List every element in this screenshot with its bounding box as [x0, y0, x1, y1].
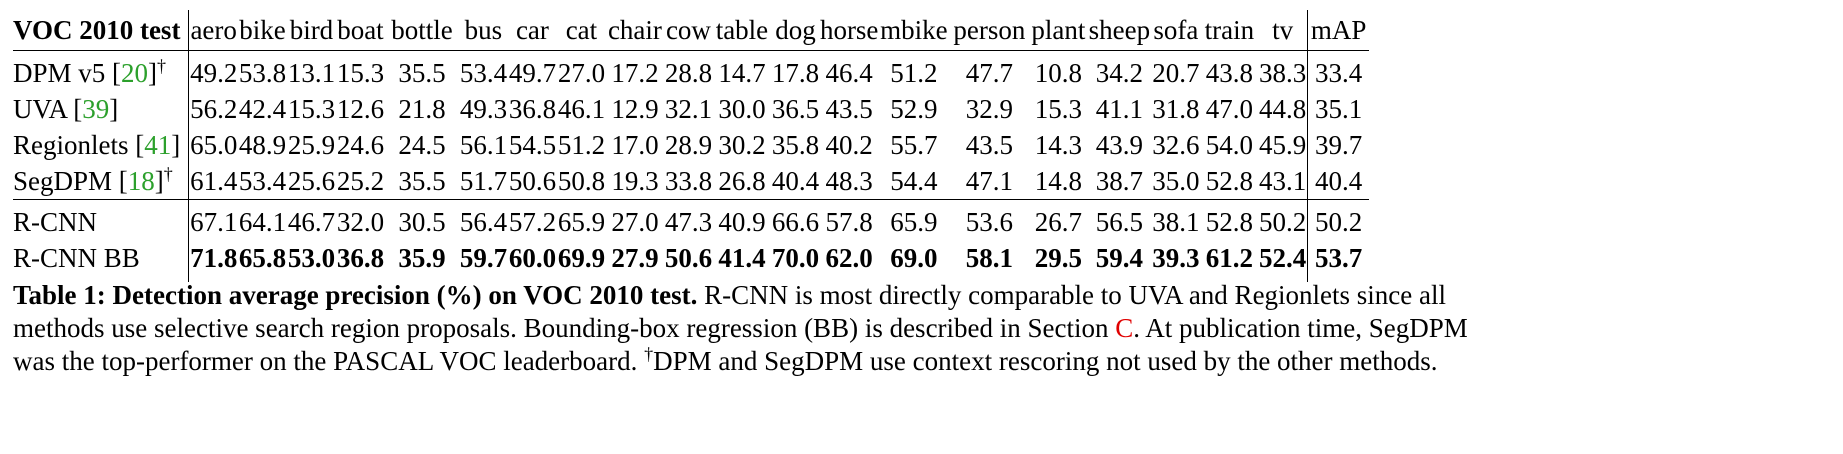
- ap-value: 35.5: [398, 165, 446, 196]
- class-header: person: [949, 10, 1029, 51]
- dagger-mark: †: [157, 55, 167, 76]
- ap-value: 48.3: [825, 165, 873, 196]
- ap-value: 57.8: [820, 200, 878, 241]
- ap-value: 50.2: [1258, 200, 1307, 241]
- ap-value: 20.7: [1152, 57, 1200, 88]
- ap-value: 46.1: [557, 93, 606, 124]
- ap-value: 32.6: [1152, 129, 1200, 160]
- ap-value: 61.4: [190, 165, 238, 196]
- method-label: DPM v5: [13, 57, 113, 88]
- ap-value: 40.4: [771, 165, 820, 196]
- caption-line-2: [13, 312, 1829, 345]
- ap-value: 65.8: [238, 242, 287, 273]
- map-value: 40.4: [1307, 163, 1369, 200]
- ap-value: 54.5: [508, 129, 557, 160]
- ap-value: 27.0: [606, 200, 664, 241]
- ap-value: 15.3: [336, 57, 385, 88]
- ap-value: 43.8: [1205, 57, 1254, 88]
- ap-value: 13.1: [287, 57, 336, 88]
- ap-value: 62.0: [825, 242, 873, 273]
- class-header: tv: [1258, 10, 1307, 51]
- table-row: [13, 163, 1369, 200]
- table-row: [13, 240, 1369, 282]
- method-name: [13, 240, 189, 282]
- ap-value: 71.8: [190, 242, 238, 273]
- ap-value: 53.4: [238, 165, 287, 196]
- class-header: sofa: [1151, 10, 1200, 51]
- table-header-row: [13, 10, 1369, 51]
- ap-value: 65.9: [557, 200, 606, 241]
- method-label: R-CNN BB: [13, 242, 140, 273]
- ap-value: 24.5: [398, 129, 446, 160]
- ap-value: 27.0: [557, 57, 606, 88]
- table-caption: [13, 279, 1829, 378]
- ap-value: 53.8: [238, 57, 287, 88]
- ap-value: 52.8: [1205, 165, 1254, 196]
- ap-value: 47.3: [664, 200, 713, 241]
- ap-value: 36.8: [336, 242, 385, 273]
- ap-value: 41.1: [1095, 93, 1144, 124]
- method-name: DPM v5 [20]†: [13, 51, 189, 92]
- class-header: horse: [820, 10, 878, 51]
- ap-value: 54.0: [1205, 129, 1254, 160]
- method-name: UVA [39]: [13, 91, 189, 127]
- ap-value: 65.9: [878, 200, 949, 241]
- ap-value: 25.6: [287, 165, 336, 196]
- ap-value: 33.8: [664, 165, 713, 196]
- ap-value: 69.0: [890, 242, 938, 273]
- table-row: [13, 200, 1369, 241]
- table-row: [13, 127, 1369, 163]
- ap-value: 26.7: [1029, 200, 1087, 241]
- method-name: [13, 200, 189, 241]
- ap-value: 17.0: [611, 129, 659, 160]
- caption-text: was the top-performer on the PASCAL VOC leaderboard.: [13, 346, 645, 376]
- dagger-mark: †: [163, 163, 173, 184]
- ap-value: 43.1: [1259, 165, 1307, 196]
- ap-value: 14.3: [1034, 129, 1083, 160]
- ap-value: 52.8: [1200, 200, 1258, 241]
- ap-value: 25.2: [336, 165, 385, 196]
- class-header: bike: [238, 10, 287, 51]
- ap-value: 34.2: [1095, 57, 1144, 88]
- dagger-mark: †: [644, 344, 654, 364]
- ap-value: 46.4: [825, 57, 873, 88]
- ap-value: 10.8: [1034, 57, 1083, 88]
- ap-value: 28.9: [664, 129, 713, 160]
- caption-title: Table 1: Detection average precision (%) on VOC 2010 test.: [13, 280, 698, 310]
- ap-value: 61.2: [1205, 242, 1254, 273]
- ap-value: 50.6: [664, 242, 713, 273]
- class-header: boat: [336, 10, 385, 51]
- ap-value: 32.0: [336, 200, 385, 241]
- ap-value: 52.9: [890, 93, 938, 124]
- ap-value: 15.3: [287, 93, 336, 124]
- method-label: R-CNN: [13, 206, 98, 237]
- class-header: mbike: [878, 10, 949, 51]
- ap-value: 59.7: [459, 242, 508, 273]
- ap-value: 38.7: [1095, 165, 1144, 196]
- ap-value: 47.0: [1205, 93, 1254, 124]
- ap-value: 19.3: [611, 165, 659, 196]
- ap-value: 53.4: [459, 57, 508, 88]
- table-row: [13, 91, 1369, 127]
- ap-value: 53.6: [949, 200, 1029, 241]
- results-table: [13, 10, 1369, 282]
- ap-value: 42.4: [238, 93, 287, 124]
- method-label: UVA: [13, 93, 74, 124]
- ap-value: 36.5: [771, 93, 820, 124]
- caption-line-1: [13, 279, 1829, 312]
- citation-link[interactable]: 41: [144, 129, 172, 160]
- table-row: [13, 51, 1369, 92]
- ap-value: 29.5: [1034, 242, 1083, 273]
- class-header: aero: [189, 10, 238, 51]
- ap-value: 44.8: [1259, 93, 1307, 124]
- ap-value: 21.8: [398, 93, 446, 124]
- class-header: table: [713, 10, 771, 51]
- ap-value: 49.7: [508, 57, 557, 88]
- ap-value: 51.2: [890, 57, 938, 88]
- ap-value: 58.1: [965, 242, 1014, 273]
- ap-value: 30.5: [385, 200, 459, 241]
- ap-value: 51.7: [459, 165, 508, 196]
- class-header: train: [1200, 10, 1258, 51]
- ap-value: 25.9: [287, 129, 336, 160]
- map-value: 50.2: [1307, 200, 1369, 241]
- ap-value: 24.6: [336, 129, 385, 160]
- ap-value: 38.1: [1151, 200, 1200, 241]
- ap-value: 57.2: [508, 200, 557, 241]
- map-value: 39.7: [1307, 127, 1369, 163]
- class-header: plant: [1029, 10, 1087, 51]
- ap-value: 56.5: [1087, 200, 1151, 241]
- dataset-header: VOC 2010 test: [13, 10, 189, 51]
- ap-value: 14.8: [1034, 165, 1083, 196]
- ap-value: 32.1: [664, 93, 713, 124]
- ap-value: 67.1: [189, 200, 238, 241]
- ap-value: 50.8: [557, 165, 606, 196]
- ap-value: 54.4: [890, 165, 938, 196]
- ap-value: 39.3: [1152, 242, 1200, 273]
- map-value: 33.4: [1307, 51, 1369, 92]
- ap-value: 50.6: [508, 165, 557, 196]
- ap-value: 49.3: [459, 93, 508, 124]
- ap-value: 31.8: [1152, 93, 1200, 124]
- method-name: SegDPM [18]†: [13, 163, 189, 200]
- ap-value: 69.9: [557, 242, 606, 273]
- table-body: [13, 51, 1369, 283]
- ap-value: 43.9: [1095, 129, 1144, 160]
- caption-text: . At publication time, SegDPM: [1133, 313, 1468, 343]
- ap-value: 56.2: [190, 93, 238, 124]
- ap-value: 48.9: [238, 129, 287, 160]
- ap-value: 47.1: [965, 165, 1014, 196]
- ap-value: 46.7: [287, 200, 336, 241]
- class-header: cat: [557, 10, 606, 51]
- map-header: mAP: [1307, 10, 1369, 51]
- ap-value: 35.0: [1152, 165, 1200, 196]
- ap-value: 56.1: [459, 129, 508, 160]
- ap-value: 66.6: [771, 200, 820, 241]
- ap-value: 30.2: [718, 129, 766, 160]
- caption-text: R-CNN is most directly comparable to UVA and Regionlets since all: [697, 280, 1447, 310]
- method-label: Regionlets: [13, 129, 136, 160]
- ap-value: 45.9: [1259, 129, 1307, 160]
- ap-value: 38.3: [1259, 57, 1307, 88]
- ap-value: 40.9: [713, 200, 771, 241]
- caption-text: methods use selective search region proposals. Bounding-box regression (BB) is described in Section: [13, 313, 1116, 343]
- ap-value: 55.7: [890, 129, 938, 160]
- ap-value: 53.0: [287, 242, 336, 273]
- ap-value: 35.8: [771, 129, 820, 160]
- ap-value: 36.8: [508, 93, 557, 124]
- class-header: bus: [459, 10, 508, 51]
- class-header: bottle: [385, 10, 459, 51]
- ap-value: 52.4: [1259, 242, 1307, 273]
- ap-value: 65.0: [190, 129, 238, 160]
- citation-link[interactable]: 39: [82, 93, 110, 124]
- caption-text: DPM and SegDPM use context rescoring not used by the other methods.: [653, 346, 1438, 376]
- class-header: cow: [664, 10, 713, 51]
- ap-value: 49.2: [190, 57, 238, 88]
- caption-line-3: [13, 345, 1829, 378]
- ap-value: 14.7: [718, 57, 766, 88]
- ap-value: 35.5: [398, 57, 446, 88]
- ap-value: 30.0: [718, 93, 766, 124]
- ap-value: 59.4: [1095, 242, 1144, 273]
- ap-value: 56.4: [459, 200, 508, 241]
- ap-value: 43.5: [825, 93, 873, 124]
- ap-value: 47.7: [965, 57, 1014, 88]
- ap-value: 35.9: [398, 242, 446, 273]
- ap-value: 41.4: [718, 242, 766, 273]
- results-table-container: [13, 10, 1369, 282]
- map-value: 35.1: [1307, 91, 1369, 127]
- class-header: bird: [287, 10, 336, 51]
- class-header: car: [508, 10, 557, 51]
- ap-value: 26.8: [718, 165, 766, 196]
- class-header: sheep: [1087, 10, 1151, 51]
- ap-value: 17.8: [771, 57, 820, 88]
- ap-value: 43.5: [965, 129, 1014, 160]
- ap-value: 60.0: [508, 242, 557, 273]
- ap-value: 70.0: [771, 242, 820, 273]
- ap-value: 51.2: [557, 129, 606, 160]
- ap-value: 64.1: [238, 200, 287, 241]
- citation-link[interactable]: 18: [127, 165, 155, 196]
- ap-value: 28.8: [664, 57, 713, 88]
- map-value: 53.7: [1307, 240, 1369, 282]
- section-link[interactable]: C: [1115, 313, 1134, 343]
- method-label: SegDPM: [13, 165, 119, 196]
- ap-value: 32.9: [965, 93, 1014, 124]
- ap-value: 12.9: [611, 93, 659, 124]
- citation-link[interactable]: 20: [121, 57, 149, 88]
- class-header: dog: [771, 10, 820, 51]
- ap-value: 15.3: [1034, 93, 1083, 124]
- method-name: Regionlets [41]: [13, 127, 189, 163]
- ap-value: 17.2: [611, 57, 659, 88]
- ap-value: 27.9: [611, 242, 659, 273]
- ap-value: 40.2: [825, 129, 873, 160]
- ap-value: 12.6: [336, 93, 385, 124]
- class-header: chair: [606, 10, 664, 51]
